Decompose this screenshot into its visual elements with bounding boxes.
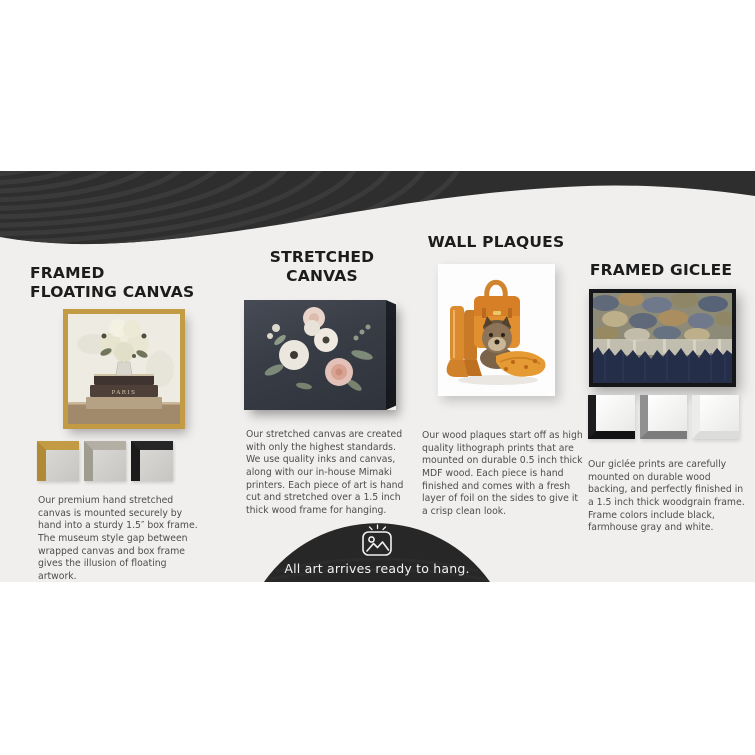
stretched-canvas-front — [244, 300, 386, 410]
stretched-canvas-art — [244, 300, 386, 410]
artwork-stretched-canvas — [244, 300, 396, 410]
frame-swatch-gold — [37, 441, 79, 481]
artwork-wall-plaque — [438, 264, 555, 396]
column-title-framed-giclee — [585, 261, 737, 280]
column-description-wall-plaques: Our wood plaques start off as high quality lithograph prints that are mounted on durable 0.5 inch thick MDF wood. Each piece is hand finished and comes with a fresh layer of foil on the sides to give it a crisp clean look. — [422, 430, 583, 517]
ready-to-hang-text: All art arrives ready to hang. — [284, 561, 470, 576]
top-wave-banner — [0, 171, 755, 251]
artwork-framed-floating-canvas — [63, 309, 185, 429]
frame-swatch-black — [131, 441, 173, 481]
title-line: STRETCHED — [269, 248, 375, 266]
column-title-wall-plaques — [420, 233, 572, 252]
frame-swatch-black — [588, 395, 635, 439]
frame-swatch-white — [692, 395, 739, 439]
title-line: FRAMED GICLEE — [589, 261, 733, 279]
title-line: FLOATING CANVAS — [30, 283, 195, 301]
framed-giclee-art — [593, 293, 732, 383]
title-line: FRAMED — [30, 264, 105, 282]
column-title-stretched-canvas — [238, 248, 406, 286]
frame-swatch-farmhouse-gray — [640, 395, 687, 439]
frame-color-swatches-giclee — [588, 395, 739, 439]
wall-plaque-art — [438, 264, 555, 396]
column-description-stretched-canvas: Our stretched canvas are created with only the highest standards. We use quality inks and canvas, along with our in-house Mimaki printers. Each piece of art is hand cut and stretched over a 1.5 inch thick wood frame for hanging. — [246, 429, 404, 516]
column-description-framed-floating-canvas: Our premium hand stretched canvas is mounted securely by hand into a sturdy 1.5″ box frame. The museum style gap between wrapped canvas and box frame gives the illusion of floating artwork. — [38, 495, 198, 582]
stretched-canvas-side — [386, 300, 396, 410]
column-description-framed-giclee: Our giclée prints are carefully mounted on durable wood backing, and perfectly finished in a 1.5 inch thick woodgrain frame. Frame colors include black, farmhouse gray and white. — [588, 459, 745, 534]
frame-color-swatches-floating — [37, 441, 173, 481]
floating-canvas-art — [68, 314, 180, 424]
title-line: WALL PLAQUES — [427, 233, 565, 251]
artwork-framed-giclee — [589, 289, 736, 387]
title-line: CANVAS — [286, 267, 358, 285]
column-title-framed-floating-canvas — [30, 264, 220, 302]
paris-book-label: PARIS — [111, 390, 137, 396]
frame-swatch-champagne — [84, 441, 126, 481]
